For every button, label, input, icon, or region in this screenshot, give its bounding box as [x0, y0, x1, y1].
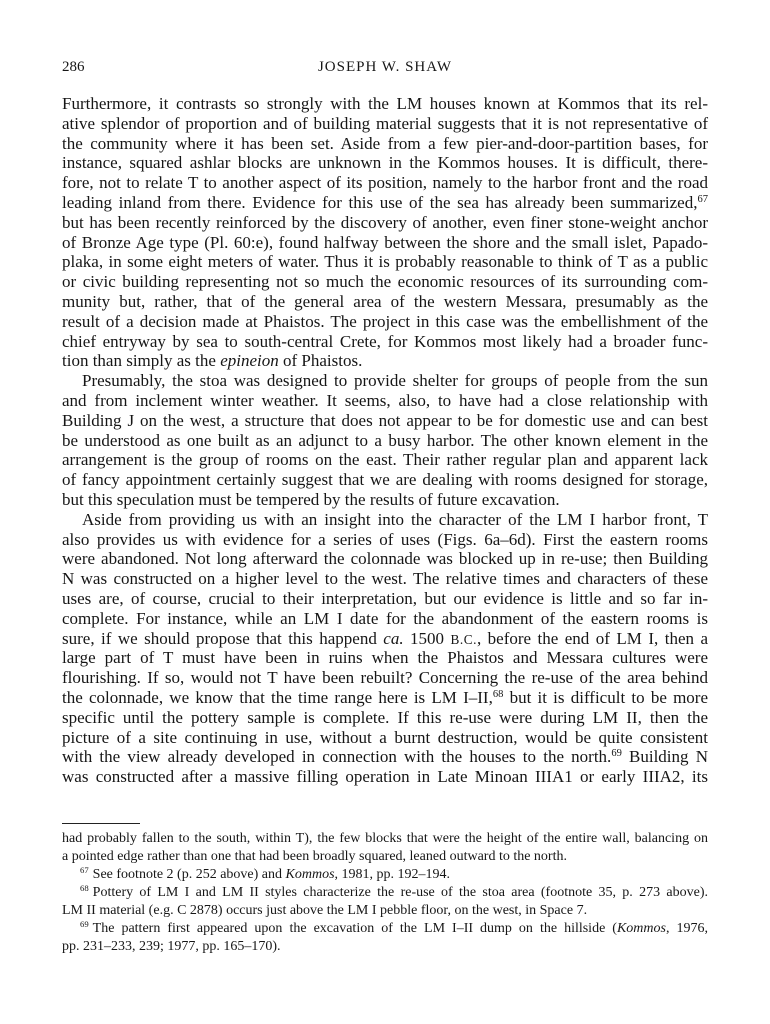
footnote-line	[62, 938, 708, 956]
body-line	[62, 708, 708, 728]
footnote	[62, 884, 708, 920]
footnote-line	[62, 902, 708, 920]
text-run: but has been recently reinforced by the discovery of another, even finer stone-weight anchor	[62, 212, 708, 232]
footnote	[62, 920, 708, 956]
body-line	[62, 688, 708, 708]
body-line	[62, 94, 708, 114]
text-run: ative splendor of proportion and of building material suggests that it is not representative of	[62, 113, 708, 133]
text-run: , before the end of LM I, then a	[476, 628, 708, 648]
italic-text: epineion	[220, 351, 279, 371]
footnote-number: 69	[80, 919, 89, 930]
text-run: had probably fallen to the south, within T), the few blocks that were the height of the entire wall, balancing on	[62, 831, 708, 846]
body-line	[62, 292, 708, 312]
text-run: See footnote 2 (p. 252 above) and	[92, 867, 286, 882]
body-line	[62, 530, 708, 550]
text-run: the colonnade, we know that the time range here is LM I–II,	[62, 687, 493, 707]
body-line	[62, 510, 708, 530]
text-run: Building N	[621, 747, 708, 767]
body-line	[62, 233, 708, 253]
body-line	[62, 134, 708, 154]
text-run: pp. 231–233, 239; 1977, pp. 165–170).	[62, 939, 281, 954]
paragraph	[62, 510, 708, 787]
text-run: of Phaistos.	[278, 351, 363, 371]
text-run: were abandoned. Not long afterward the colonnade was blocked up in re-use; then Building	[62, 549, 708, 569]
body-line	[62, 272, 708, 292]
footnote	[62, 830, 708, 866]
text-run: large part of T must have been in ruins when the Phaistos and Messara cultures were	[62, 648, 708, 668]
body-line	[62, 728, 708, 748]
text-run: of fancy appointment certainly suggest that we are dealing with rooms designed for storage,	[62, 470, 708, 490]
body-line	[62, 648, 708, 668]
text-run: chief entryway by sea to south-central Crete, for Kommos most likely had a broader func-	[62, 331, 708, 351]
page-number: 286	[62, 59, 85, 75]
text-run: Aside from providing us with an insight into the character of the LM I harbor front, T	[82, 509, 708, 529]
text-run: sure, if we should propose that this happend	[62, 628, 384, 648]
text-run: N was constructed on a higher level to the west. The relative times and characters of these	[62, 569, 708, 589]
body-line	[62, 767, 708, 787]
body-line	[62, 371, 708, 391]
text-run: but it is difficult to be more	[503, 687, 708, 707]
text-run: instance, squared ashlar blocks are unknown in the Kommos houses. It is difficult, there-	[62, 153, 708, 173]
text-run: a pointed edge rather than one that had been broadly squared, leaned outward to the north.	[62, 849, 567, 864]
text-run: uses are, of course, crucial to their interpretation, but our evidence is little and so far in-	[62, 588, 708, 608]
body-line	[62, 193, 708, 213]
footnote-line	[62, 920, 708, 938]
body-line	[62, 450, 708, 470]
body-line	[62, 411, 708, 431]
body-line	[62, 490, 708, 510]
text-run: , 1976,	[665, 921, 708, 936]
text-run: the community where it has been set. Aside from a few pier-and-door-partition bases, for	[62, 133, 708, 153]
body-line	[62, 332, 708, 352]
running-head-author: JOSEPH W. SHAW	[317, 59, 453, 75]
body-line	[62, 213, 708, 233]
text-run: result of a decision made at Phaistos. The project in this case was the embellishment of the	[62, 311, 708, 331]
text-run: picture of a site continuing in use, without a burnt destruction, would be quite consistent	[62, 727, 708, 747]
body-line	[62, 391, 708, 411]
footnote-reference: 69	[611, 748, 622, 760]
text-run: Presumably, the stoa was designed to provide shelter for groups of people from the sun	[82, 371, 708, 391]
text-run: tion than simply as the	[62, 351, 221, 371]
text-run: specific until the pottery sample is complete. If this re-use were during LM II, then the	[62, 707, 708, 727]
text-run: and from inclement winter weather. It seems, also, to have had a close relationship with	[62, 390, 708, 410]
body-line	[62, 609, 708, 629]
footnote-number: 67	[80, 865, 89, 876]
body-line	[62, 252, 708, 272]
body-line	[62, 312, 708, 332]
text-run: LM II material (e.g. C 2878) occurs just above the LM I pebble floor, on the west, in Space 7.	[62, 903, 588, 918]
text-run: , 1981, pp. 192–194.	[334, 867, 451, 882]
text-run: munity but, rather, that of the general area of the western Messara, presumably as the	[62, 291, 708, 311]
paragraph	[62, 371, 708, 510]
body-line	[62, 549, 708, 569]
italic-text: Kommos	[285, 867, 335, 882]
footnote-line	[62, 884, 708, 902]
body-line	[62, 153, 708, 173]
text-run: Building J on the west, a structure that does not appear to be for domestic use and can best	[62, 410, 708, 430]
body-line	[62, 629, 708, 649]
text-run: Furthermore, it contrasts so strongly with the LM houses known at Kommos that its rel-	[62, 94, 708, 113]
paragraph	[62, 94, 708, 371]
body-line	[62, 351, 708, 371]
text-run: also provides us with evidence for a series of uses (Figs. 6a–6d). First the eastern rooms	[62, 529, 708, 549]
text-run: arrangement is the group of rooms on the east. Their rather regular plan and apparent lack	[62, 450, 708, 470]
footnote	[62, 866, 708, 884]
text-run: with the view already developed in connection with the houses to the north.	[62, 747, 612, 767]
footnote-line	[62, 866, 708, 884]
footnote-reference: 68	[492, 689, 504, 701]
footnote-line	[62, 830, 708, 848]
text-run: or civic building representing not so much the economic resources of its surrounding com-	[62, 272, 708, 292]
body-line	[62, 668, 708, 688]
body-line	[62, 747, 708, 767]
text-run: of Bronze Age type (Pl. 60:e), found halfway between the shore and the small islet, Papado-	[62, 232, 708, 252]
text-run: was constructed after a massive filling operation in Late Minoan IIIA1 or early IIIA2, its	[62, 767, 708, 787]
text-run: leading inland from there. Evidence for this use of the sea has already been summarized,	[62, 192, 698, 212]
small-caps-text: B.C.	[450, 631, 477, 647]
body-text	[62, 94, 708, 787]
body-line	[62, 569, 708, 589]
text-run: flourishing. If so, would not T have been rebuilt? Concerning the re-use of the area behind	[62, 668, 708, 688]
footnote-line	[62, 848, 708, 866]
footnote-number: 68	[80, 883, 89, 894]
text-run: be understood as one built as an adjunct to a busy harbor. The other known element in the	[62, 430, 708, 450]
italic-text: Kommos	[616, 921, 666, 936]
text-run: The pattern first appeared upon the excavation of the LM I–II dump on the hillside (	[92, 921, 617, 936]
text-run: Pottery of LM I and LM II styles characterize the re-use of the stoa area (footnote 35, p. 273 above).	[92, 885, 708, 900]
italic-text: ca.	[383, 628, 404, 648]
footnotes	[62, 830, 708, 956]
body-line	[62, 173, 708, 193]
footnote-rule	[62, 823, 140, 824]
body-line	[62, 431, 708, 451]
text-run: complete. For instance, while an LM I date for the abandonment of the eastern rooms is	[62, 608, 708, 628]
text-run: fore, not to relate T to another aspect of its position, namely to the harbor front and the road	[62, 173, 708, 193]
body-line	[62, 114, 708, 134]
text-run: but this speculation must be tempered by the results of future excavation.	[62, 489, 560, 509]
text-run: plaka, in some eight meters of water. Thus it is probably reasonable to think of T as a public	[62, 252, 708, 272]
text-run: 1500	[403, 628, 451, 648]
body-line	[62, 589, 708, 609]
footnote-reference: 67	[697, 194, 708, 206]
body-line	[62, 470, 708, 490]
